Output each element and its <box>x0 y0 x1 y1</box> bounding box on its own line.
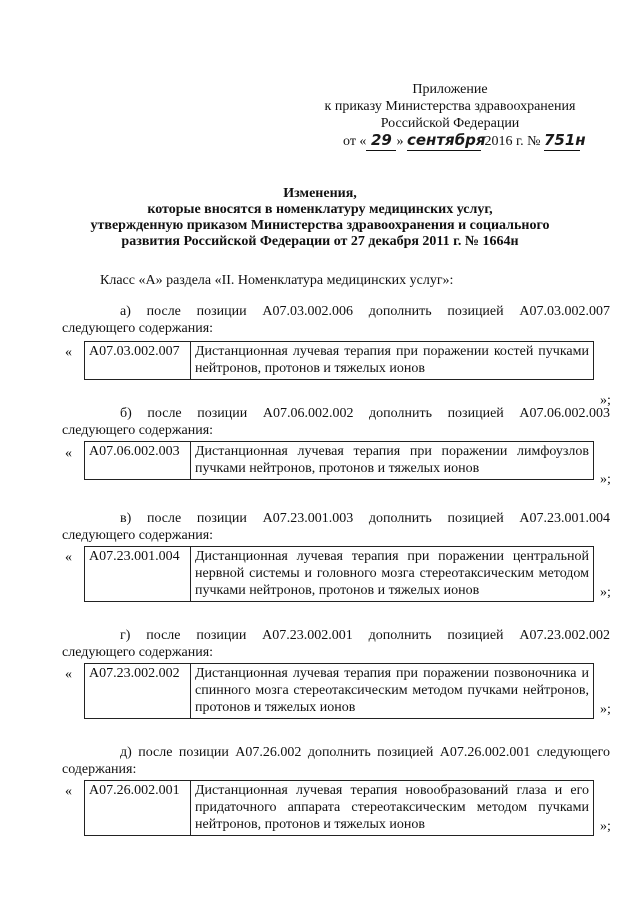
title-line: Изменения, <box>283 186 357 201</box>
handwritten-order-number: 751н <box>543 131 586 149</box>
date-year: 2016 г. № <box>484 134 541 149</box>
service-description: Дистанционная лучевая терапия при поражении костей пучками нейтронов, протонов и тяжелых ионов <box>191 342 594 380</box>
table-row <box>85 781 594 836</box>
service-description: Дистанционная лучевая терапия при поражении лимфоузлов пучками нейтронов, протонов и тяжелых ионов <box>191 442 594 480</box>
document-title <box>60 186 580 250</box>
item-intro-second: следующего содержания: <box>62 423 214 438</box>
item-intro-first: г) после позиции А07.23.002.001 дополнить позицией А07.23.002.002 <box>120 628 610 643</box>
item-intro-first: д) после позиции А07.26.002 дополнить позицией А07.26.002.001 следующего <box>120 745 610 760</box>
appendix-header <box>300 81 600 132</box>
service-code: А07.23.002.002 <box>85 664 191 719</box>
service-table <box>84 546 594 602</box>
title-line: утвержденную приказом Министерства здравоохранения и социального <box>90 218 550 233</box>
service-code: А07.26.002.001 <box>85 781 191 836</box>
item-intro <box>62 744 610 778</box>
class-line: Класс «А» раздела «II. Номенклатура медицинских услуг»: <box>100 273 454 288</box>
closing-quote: »; <box>600 819 611 834</box>
opening-quote: « <box>65 784 72 799</box>
service-table <box>84 341 594 380</box>
table-row <box>85 547 594 602</box>
handwritten-month: сентября <box>406 131 486 149</box>
service-code: А07.03.002.007 <box>85 342 191 380</box>
opening-quote: « <box>65 446 72 461</box>
service-description: Дистанционная лучевая терапия при поражении центральной нервной системы и головного мозга стереотаксическим методом пучками нейтронов, протонов и тяжелых ионов <box>191 547 594 602</box>
item-intro <box>62 405 610 439</box>
service-description: Дистанционная лучевая терапия при поражении позвоночника и спинного мозга стереотаксическим методом пучками нейтронов, протонов и тяжелых ионов <box>191 664 594 719</box>
item-intro-first: б) после позиции А07.06.002.002 дополнить позицией А07.06.002.003 <box>120 406 610 421</box>
service-description: Дистанционная лучевая терапия новообразований глаза и его придаточного аппарата стереотаксическим методом пучками нейтронов, протонов и тяжелых ионов <box>191 781 594 836</box>
date-prefix: от « <box>343 134 367 149</box>
table-row <box>85 442 594 480</box>
opening-quote: « <box>65 550 72 565</box>
date-quote-close: » <box>396 134 404 149</box>
service-table <box>84 663 594 719</box>
item-intro-first: в) после позиции А07.23.001.003 дополнить позицией А07.23.001.004 <box>120 511 610 526</box>
item-intro-second: следующего содержания: <box>62 528 214 543</box>
service-code: А07.23.001.004 <box>85 547 191 602</box>
closing-quote: »; <box>600 702 611 717</box>
item-intro <box>62 510 610 544</box>
item-intro <box>62 303 610 337</box>
service-code: А07.06.002.003 <box>85 442 191 480</box>
table-row <box>85 664 594 719</box>
appendix-line: Российской Федерации <box>380 116 520 131</box>
service-table <box>84 441 594 480</box>
opening-quote: « <box>65 345 72 360</box>
item-intro-second: следующего содержания: <box>62 321 214 336</box>
appendix-line: к приказу Министерства здравоохранения <box>324 99 576 114</box>
handwritten-day: 29 <box>366 130 396 151</box>
item-intro-first: а) после позиции А07.03.002.006 дополнить позицией А07.03.002.007 <box>120 304 610 319</box>
service-table <box>84 780 594 836</box>
closing-quote: »; <box>600 393 611 408</box>
appendix-line: Приложение <box>412 82 488 97</box>
order-date-line <box>343 130 586 152</box>
closing-quote: »; <box>600 472 611 487</box>
opening-quote: « <box>65 667 72 682</box>
item-intro-second: следующего содержания: <box>62 645 214 660</box>
item-intro <box>62 627 610 661</box>
closing-quote: »; <box>600 585 611 600</box>
table-row <box>85 342 594 380</box>
title-line: которые вносятся в номенклатуру медицинских услуг, <box>147 202 493 217</box>
item-intro-second: содержания: <box>62 762 137 777</box>
title-line: развития Российской Федерации от 27 декабря 2011 г. № 1664н <box>121 234 519 249</box>
